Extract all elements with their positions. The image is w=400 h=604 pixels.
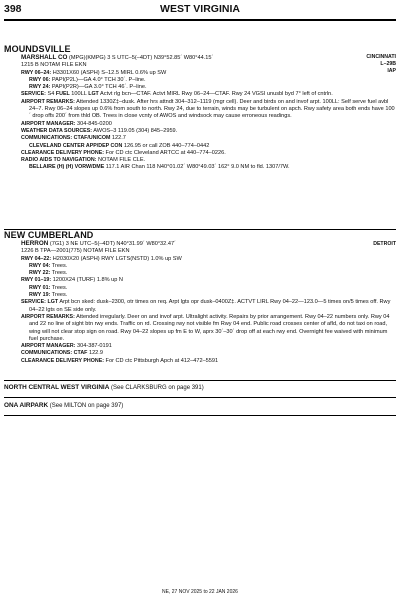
header-rule	[4, 19, 396, 21]
city-name: NEW CUMBERLAND	[4, 230, 94, 240]
city-name: MOUNDSVILLE	[4, 44, 71, 54]
section-divider	[4, 380, 396, 381]
page-title: WEST VIRGINIA	[160, 3, 240, 15]
chart-reference: DETROIT	[373, 241, 396, 247]
airport-remarks: AIRPORT REMARKS: Attended irregularly. Deer on and invof arpt. Ultralight activity. Repairs by prior arrangement. Rwy 04–22 numbers only. Rwy 04 and 22 no line of sight btn rwy ends. Traffic on rd. Crossing rwy not visible fm Rwy 04 end. Public road crosses center of afld, do not taxi on road, wing will not clear stop sign on road. Rwy 04–22 slopes up fm E to W, aprx 30´–30´ drop off at each rwy end. Overnight fee waived with minimum fuel purchase.	[21, 313, 390, 342]
airport-location: 3 S UTC–5(–4DT) N39°52.85´ W80°44.15´	[107, 55, 214, 61]
page-header	[0, 0, 400, 20]
airport-ident-line	[4, 240, 396, 248]
vor-info: BELLAIRE (H) (H) VORW/DME 117.1 AIR Chan 118 N40°01.02´ W80°49.03´ 162° 9.0 NM to fld. 1307/7W.	[29, 164, 290, 171]
runway-04: RWY 04: Trees.	[29, 262, 68, 269]
section-divider	[4, 397, 396, 398]
section-divider	[4, 415, 396, 416]
chart-reference: CINCINNATI L–29B IAP	[366, 54, 396, 74]
airport-elevation-line: 1226 B TPA—2001(775) NOTAM FILE EKN	[21, 248, 130, 255]
communications: COMMUNICATIONS: CTAF 122.9	[21, 350, 103, 357]
airport-manager: AIRPORT MANAGER: 304-387-0191	[21, 343, 112, 350]
airport-entry-herron	[4, 230, 396, 365]
airport-name: HERRON	[21, 240, 49, 247]
airport-ids: (7G1)	[49, 241, 65, 247]
communications: COMMUNICATIONS: CTAF/UNICOM 122.7	[21, 135, 126, 142]
runway-06: RWY 06: PAPI(P2L)—GA 4.0° TCH 30´. P–line.	[29, 76, 146, 83]
runway-01-19: RWY 01–19: 1200X24 (TURF) 1.8% up N	[21, 277, 123, 284]
radio-aids: RADIO AIDS TO NAVIGATION: NOTAM FILE CLE.	[21, 157, 146, 164]
cross-reference-ona-airpark: ONA AIRPARK (See MILTON on page 397)	[4, 402, 124, 409]
runway-22: RWY 22: Trees.	[29, 270, 68, 277]
runway-24: RWY 24: PAPI(P2R)—GA 3.0° TCH 46´. P–line.	[29, 84, 147, 91]
runway-04-22: RWY 04–22: H2030X20 (ASPH) RWY LGTS(NSTD) 1.0% up SW	[21, 255, 182, 262]
airport-manager: AIRPORT MANAGER: 304-845-0200	[21, 120, 112, 127]
clearance-delivery: CLEARANCE DELIVERY PHONE: For CD ctc Cleveland ARTCC at 440–774–0226.	[21, 149, 226, 156]
runway-06-24: RWY 06–24: H3301X60 (ASPH) S–12.5 MIRL 0.6% up SW	[21, 69, 167, 76]
airport-ids: (MPG)(KMPG)	[68, 55, 106, 61]
clearance-delivery: CLEARANCE DELIVERY PHONE: For CD ctc Pittsburgh Apch at 412–472–5591	[21, 357, 219, 364]
airport-elevation-line: 1215 B NOTAM FILE EKN	[21, 62, 87, 69]
runway-19: RWY 19: Trees.	[29, 292, 68, 299]
airport-entry-marshall-co	[4, 44, 396, 172]
airport-remarks: AIRPORT REMARKS: Attended 1330Z‡–dusk. After hrs attndt 304–312–1119 (mgr cell). Deer and birds on and invof arpt. 100LL: Self serve fuel avbl 24–7. Rwy 06–24 slopes up 0.6% from south to north. Rwy 24, due to terrain, winds may be turbulent on apch. Rwy safety area both ends have 100´ drop offs 200´ from thld OB. Trees in close vcnty of AWOS and windsock may cause erroneous readings.	[21, 98, 395, 120]
cross-reference-north-central: NORTH CENTRAL WEST VIRGINIA (See CLARKSBURG on page 391)	[4, 384, 204, 391]
page-number: 398	[4, 3, 22, 15]
runway-01: RWY 01: Trees.	[29, 284, 68, 291]
approach-control: CLEVELAND CENTER APP/DEP CON 126.95 or call ZOB 440–774–0442	[29, 142, 210, 149]
airport-location: 3 NE UTC–5(–4DT) N40°31.99´ W80°32.47´	[65, 241, 176, 247]
service-info: SERVICE: S4 FUEL 100LL LGT Actvt rlg bcn—CTAF. Actvt MIRL Rwy 06–24—CTAF. Rwy 24 VGSI unusbl byd 7° left of cntrln.	[21, 91, 333, 98]
airport-ident-line	[4, 54, 396, 62]
service-info: SERVICE: LGT Arpt bcn sked: dusk–2300, otr times on req. Arpt lgts opr dusk–0400Z‡. ACTVT LIRL Rwy 04–22—123.0—5 times on/5 times off. Rwy 04–22 lgts on SE side only.	[21, 299, 391, 313]
page-footer: NE, 27 NOV 2025 to 22 JAN 2026	[162, 589, 238, 595]
airport-name: MARSHALL CO	[21, 54, 68, 61]
weather-data: WEATHER DATA SOURCES: AWOS–3 119.05 (304) 845–2959.	[21, 127, 178, 134]
